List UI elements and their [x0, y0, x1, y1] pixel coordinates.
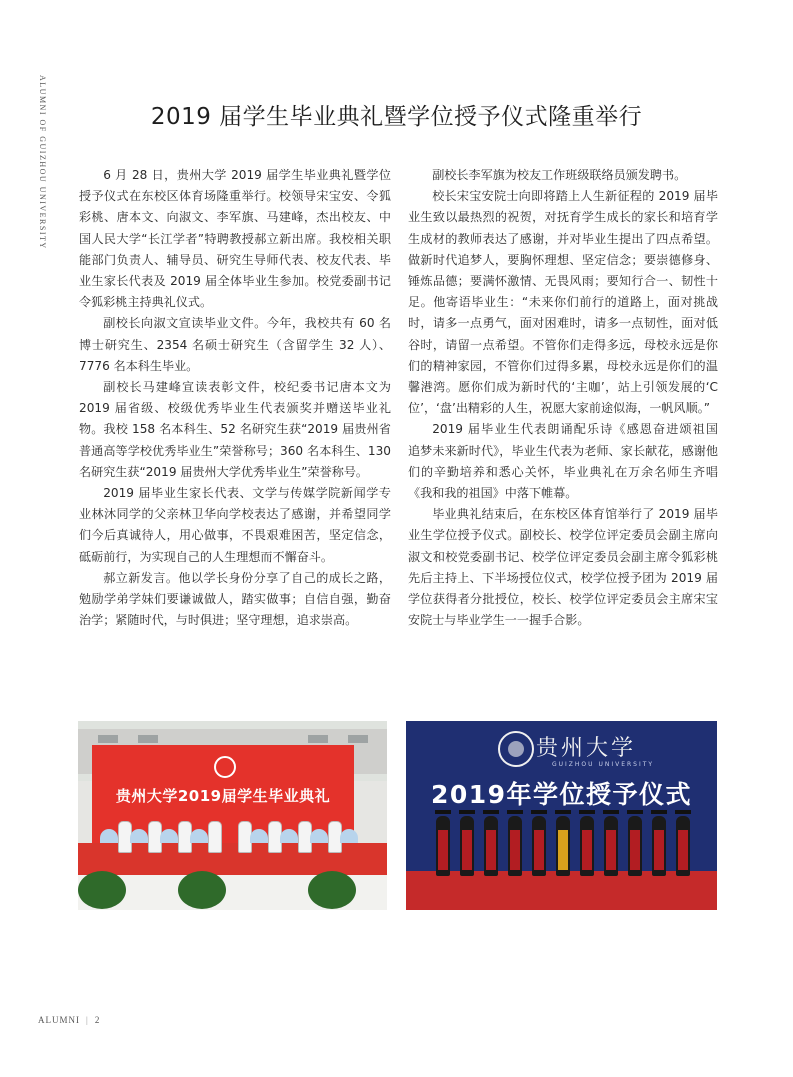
university-seal-icon [214, 756, 236, 778]
degree-ceremony-photo [406, 721, 717, 910]
fan [190, 829, 208, 843]
paragraph: 6 月 28 日，贵州大学 2019 届学生毕业典礼暨学位授予仪式在东校区体育场隆重举行。校领导宋宝安、令狐彩桃、唐本文、向淑文、李军旗、马建峰，杰出校友、中国人民大学“长江学者”特聘教授郝立新出席。我校相关职能部门负责人、辅导员、研究生导师代表、校友代表、毕业生家长代表及 2019 届全体毕业生参加。校党委副书记令狐彩桃主持典礼仪式。 [79, 168, 391, 310]
paragraph: 副校长向淑文宣读毕业文件。今年，我校共有 60 名博士研究生、2354 名硕士研究生（含留学生 32 人）、7776 名本科生毕业。 [79, 316, 391, 373]
school-name: 贵州大学 [536, 736, 637, 761]
paragraph: 副校长李军旗为校友工作班级联络员颁发聘书。 [432, 168, 687, 182]
fan [250, 829, 268, 843]
graduate-figure [460, 816, 474, 876]
building-window [138, 735, 158, 743]
graduate-figure [436, 816, 450, 876]
shrub [178, 871, 226, 909]
graduate-figure [604, 816, 618, 876]
degree-banner-text: 2019年学位授予仪式 [430, 780, 693, 809]
graduate-figure [532, 816, 546, 876]
performer [208, 821, 222, 853]
university-logo-icon [498, 731, 534, 767]
page-number: 2 [94, 1015, 101, 1025]
paragraph: 2019 届毕业生代表朗诵配乐诗《感恩奋进颂祖国 追梦未来新时代》，毕业生代表为老师、家长献花，感谢他们的辛勤培养和悉心关怀，毕业典礼在万余名师生齐唱《我和我的祖国》中落下帷幕。 [408, 422, 731, 501]
footer-separator: | [86, 1015, 89, 1025]
shrub [78, 871, 126, 909]
paragraph: 毕业典礼结束后，在东校区体育馆举行了 2019 届毕业生学位授予仪式。副校长、校学位评定委员会副主席向淑文和校党委副书记、校学位评定委员会副主席令狐彩桃先后主持上、下半场授位仪式，校学位授予团为 2019 届学位获得者分批授位，校长、校学位评定委员会主席宋宝安院士与毕业学生一一握手合影。 [408, 507, 718, 628]
graduate-figure [484, 816, 498, 876]
stage-banner-text: 贵州大学2019届学生毕业典礼 [115, 787, 331, 805]
fan [340, 829, 358, 843]
page-footer [38, 1015, 100, 1025]
ceremony-photo [78, 721, 387, 910]
graduate-figure [652, 816, 666, 876]
graduate-figure [676, 816, 690, 876]
footer-label: ALUMNI [38, 1015, 80, 1025]
building-window [348, 735, 368, 743]
building-window [98, 735, 118, 743]
graduate-figure [508, 816, 522, 876]
paragraph: 2019 届毕业生家长代表、文学与传媒学院新闻学专业林沐同学的父亲林卫华向学校表达了感谢，并希望同学们今后真诚待人，用心做事，不畏艰难困苦，坚定信念，砥砺前行，为实现自己的人生理想而不懈奋斗。 [79, 486, 391, 564]
fan [280, 829, 298, 843]
graduate-figure [628, 816, 642, 876]
article-title: 2019 届学生毕业典礼暨学位授予仪式隆重举行 [150, 104, 643, 130]
fan [160, 829, 178, 843]
school-name-en: GUIZHOU UNIVERSITY [552, 761, 655, 768]
left-column [79, 165, 391, 631]
president-figure [556, 816, 570, 876]
side-label: ALUMNI OF GUIZHOU UNIVERSITY [38, 75, 47, 250]
fan [310, 829, 328, 843]
paragraph: 校长宋宝安院士向即将踏上人生新征程的 2019 届毕业生致以最热烈的祝贺，对抚育学生成长的家长和培育学生成材的教师表达了感谢，并对毕业生提出了四点希望。做新时代追梦人，要胸怀理想、坚定信念；要崇德修身、锤炼品德；要满怀激情、无畏风雨；要知行合一、韧性十足。他寄语毕业生：“未来你们前行的道路上，面对挑战时，请多一点勇气，面对困难时，请多一点韧性，面对低谷时，请留一点希望。不管你们走得多远，母校永远是你们的精神家园，不管你们过得多累，母校永远是你们的温馨港湾。愿你们成为新时代的‘主咖’，站上引领发展的‘C 位’，‘盘’出精彩的人生，祝愿大家前途似海，一帆风顺。” [408, 189, 718, 416]
graduate-figure [580, 816, 594, 876]
stage-floor [406, 871, 717, 910]
fan [130, 829, 148, 843]
paragraph: 副校长马建峰宣读表彰文件，校纪委书记唐本文为 2019 届省级、校级优秀毕业生代表颁奖并赠送毕业礼物。我校 158 名本科生、52 名研究生获“2019 届贵州省普通高等学校优秀毕业生”荣誉称号；360 名本科生、130 名研究生获“2019 届贵州大学优秀毕业生”荣誉称号。 [79, 380, 391, 479]
paragraph: 郝立新发言。他以学长身份分享了自己的成长之路，勉励学弟学妹们要谦诚做人，踏实做事；自信自强，勤奋治学；紧随时代，与时俱进；坚守理想，追求崇高。 [79, 570, 391, 628]
shrub [308, 871, 356, 909]
building-window [308, 735, 328, 743]
fan [100, 829, 118, 843]
right-column [408, 165, 731, 631]
